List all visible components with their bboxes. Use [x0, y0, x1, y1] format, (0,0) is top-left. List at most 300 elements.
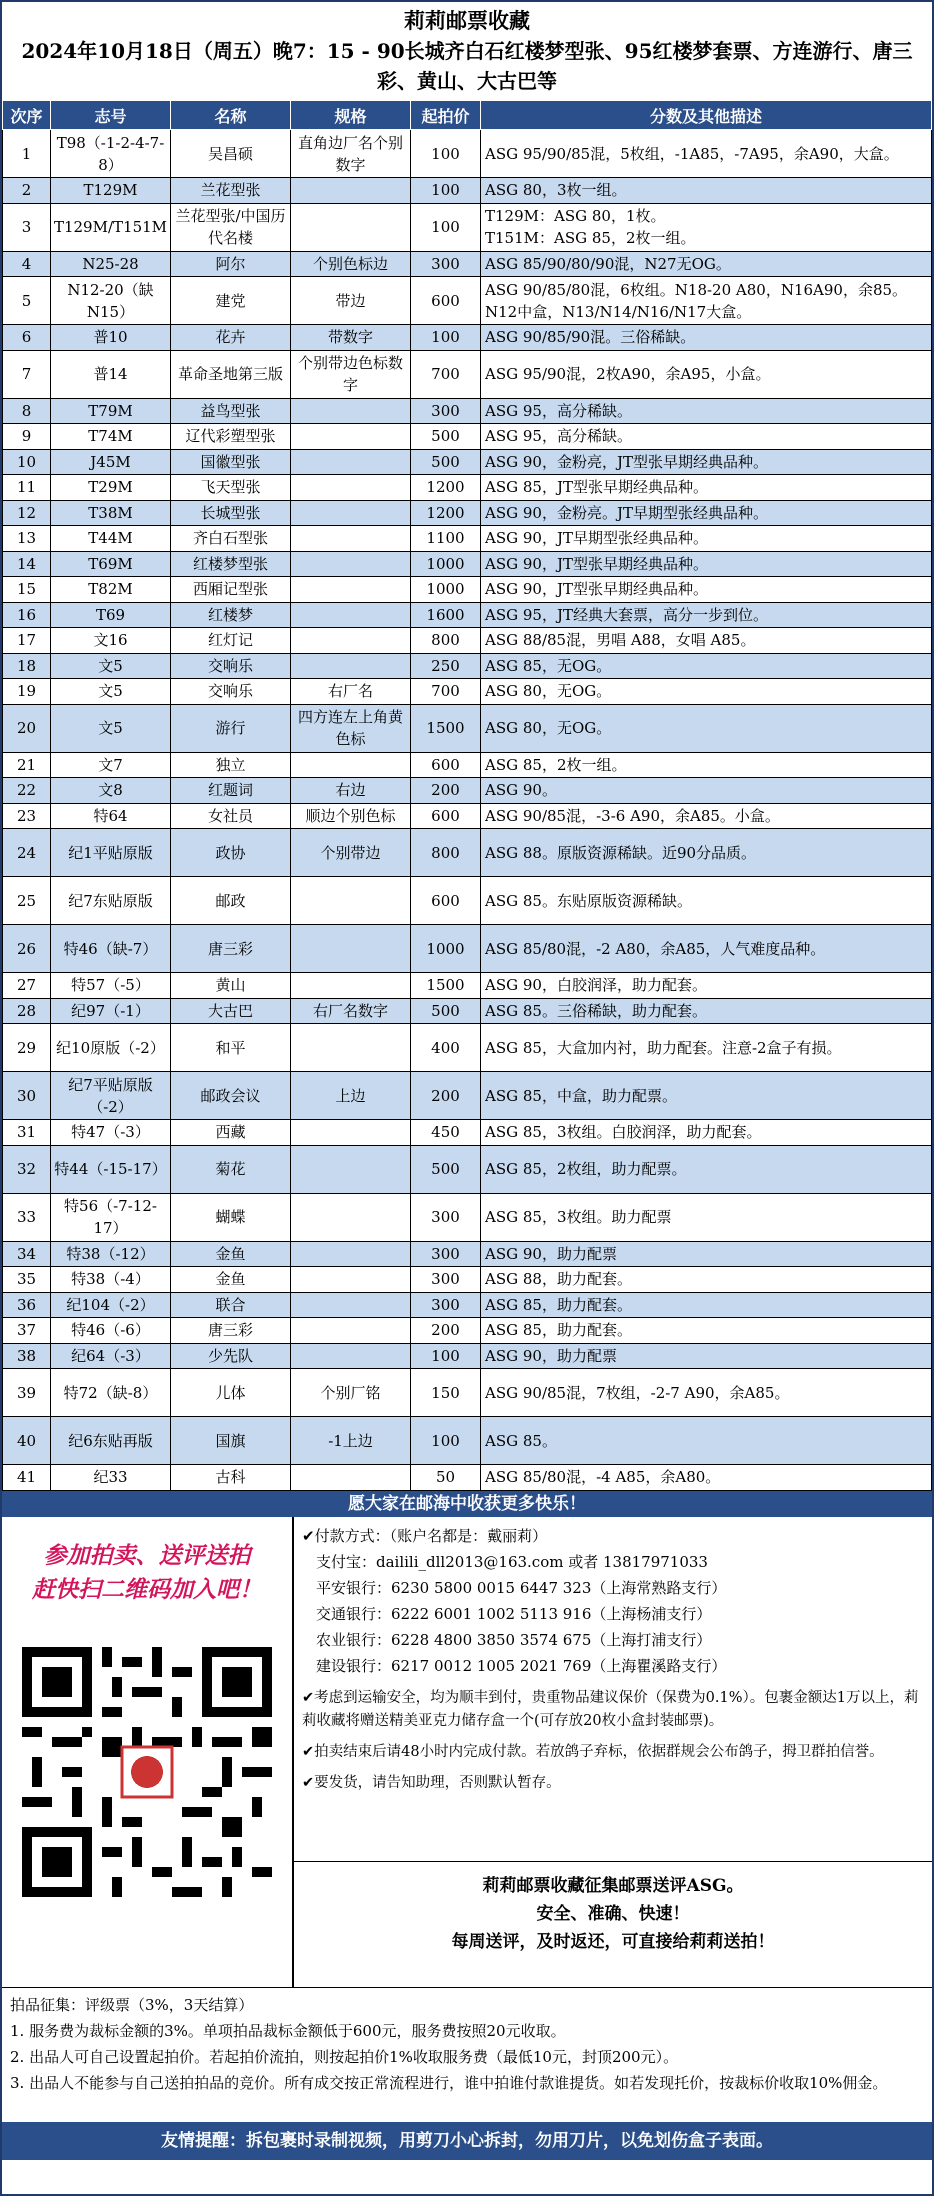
cell-price: 600 [411, 752, 481, 778]
cell-name: 唐三彩 [171, 1318, 291, 1344]
cell-spec: 上边 [291, 1072, 411, 1120]
column-header: 名称 [171, 101, 291, 130]
cell-no: 27 [3, 973, 51, 999]
table-row [3, 500, 932, 526]
cell-spec: 右厂名数字 [291, 998, 411, 1024]
cell-name: 红楼梦 [171, 602, 291, 628]
cell-no: 14 [3, 551, 51, 577]
cell-no: 20 [3, 704, 51, 752]
cell-code: T82M [51, 577, 171, 603]
shipping-note: ✔考虑到运输安全，均为顺丰到付，贵重物品建议保价（保费为0.1%）。包裹金额达1万以上，莉莉收藏将赠送精美亚克力储存盒一个(可存放20枚小盒封装邮票)。 [302, 1689, 919, 1729]
cell-name: 国旗 [171, 1417, 291, 1465]
cell-desc: ASG 90，金粉亮。JT早期型张经典品种。 [481, 500, 932, 526]
cell-price: 200 [411, 1072, 481, 1120]
promo-text [2, 1539, 292, 1607]
table-row [3, 277, 932, 325]
cell-spec [291, 973, 411, 999]
cell-spec [291, 628, 411, 654]
cell-name: 大古巴 [171, 998, 291, 1024]
wish-banner: 愿大家在邮海中收获更多快乐！ [2, 1491, 932, 1517]
table-row [3, 1343, 932, 1369]
cell-name: 辽代彩塑型张 [171, 424, 291, 450]
cell-name: 菊花 [171, 1145, 291, 1193]
table-row [3, 752, 932, 778]
cell-desc: ASG 85。东贴原版资源稀缺。 [481, 877, 932, 925]
cell-name: 少先队 [171, 1343, 291, 1369]
cell-price: 1500 [411, 704, 481, 752]
cell-desc: ASG 85，中盒，助力配票。 [481, 1072, 932, 1120]
cell-no: 4 [3, 251, 51, 277]
qr-code-icon[interactable] [22, 1647, 272, 1897]
info-section [2, 1517, 932, 1988]
collect-line: 莉莉邮票收藏征集邮票送评ASG。 [482, 1875, 744, 1896]
cell-price: 600 [411, 877, 481, 925]
table-row [3, 1241, 932, 1267]
cell-spec [291, 551, 411, 577]
table-row [3, 803, 932, 829]
cell-code: 纪97（-1） [51, 998, 171, 1024]
payment-panel [294, 1517, 932, 1987]
cell-price: 400 [411, 1024, 481, 1072]
cell-spec [291, 1267, 411, 1293]
collect-line: 每周送评，及时返还，可直接给莉莉送拍！ [451, 1931, 775, 1952]
cell-code: 文5 [51, 704, 171, 752]
table-row [3, 1267, 932, 1293]
cell-desc: ASG 90/85/80混，6枚组。N18-20 A80，N16A90，余85。N12中盒，N13/N14/N16/N17大盒。 [481, 277, 932, 325]
cell-name: 游行 [171, 704, 291, 752]
cell-price: 300 [411, 1267, 481, 1293]
cell-price: 100 [411, 130, 481, 178]
cell-price: 300 [411, 1292, 481, 1318]
cell-spec [291, 1024, 411, 1072]
table-row [3, 679, 932, 705]
cell-name: 建党 [171, 277, 291, 325]
collect-line: 安全、准确、快速！ [536, 1903, 690, 1924]
cell-spec [291, 475, 411, 501]
cell-price: 1000 [411, 925, 481, 973]
cell-spec: 四方连左上角黄色标 [291, 704, 411, 752]
cell-name: 唐三彩 [171, 925, 291, 973]
cell-price: 500 [411, 424, 481, 450]
table-row [3, 577, 932, 603]
cell-spec [291, 1120, 411, 1146]
cell-spec [291, 178, 411, 204]
cell-code: T129M/T151M [51, 203, 171, 251]
table-row [3, 325, 932, 351]
cell-no: 3 [3, 203, 51, 251]
cell-price: 700 [411, 679, 481, 705]
cell-no: 16 [3, 602, 51, 628]
cell-code: 特38（-4） [51, 1267, 171, 1293]
cell-code: 纪6东贴再版 [51, 1417, 171, 1465]
table-row [3, 1120, 932, 1146]
cell-no: 41 [3, 1465, 51, 1491]
cell-desc: ASG 88，助力配套。 [481, 1267, 932, 1293]
auction-table [2, 100, 932, 1491]
cell-price: 800 [411, 628, 481, 654]
cell-desc: ASG 90，JT型张早期经典品种。 [481, 577, 932, 603]
cell-name: 吴昌硕 [171, 130, 291, 178]
table-row [3, 1417, 932, 1465]
cell-name: 长城型张 [171, 500, 291, 526]
cell-desc: ASG 85，2枚一组。 [481, 752, 932, 778]
cell-price: 800 [411, 829, 481, 877]
cell-spec [291, 653, 411, 679]
cell-desc: ASG 90。 [481, 778, 932, 804]
table-row [3, 704, 932, 752]
cell-code: 特46（缺-7） [51, 925, 171, 973]
cell-name: 邮政会议 [171, 1072, 291, 1120]
cell-code: T79M [51, 398, 171, 424]
table-row [3, 628, 932, 654]
cell-name: 金鱼 [171, 1241, 291, 1267]
table-row [3, 1072, 932, 1120]
cell-code: J45M [51, 449, 171, 475]
cell-desc: ASG 90/85混，7枚组，-2-7 A90，余A85。 [481, 1369, 932, 1417]
cell-desc: ASG 90/85混，-3-6 A90，余A85。小盒。 [481, 803, 932, 829]
cell-price: 100 [411, 1417, 481, 1465]
cell-desc: ASG 90，助力配票 [481, 1241, 932, 1267]
cell-spec [291, 500, 411, 526]
cell-desc: ASG 85，助力配套。 [481, 1318, 932, 1344]
cell-code: T69M [51, 551, 171, 577]
cell-spec [291, 526, 411, 552]
cell-code: 特46（-6） [51, 1318, 171, 1344]
cell-desc: ASG 85/90/80/90混，N27无OG。 [481, 251, 932, 277]
bank-account: 交通银行：6222 6001 1002 5113 916（上海杨浦支行） [316, 1604, 712, 1623]
cell-code: 文16 [51, 628, 171, 654]
cell-desc: ASG 88。原版资源稀缺。近90分品质。 [481, 829, 932, 877]
cell-spec: 顺边个别色标 [291, 803, 411, 829]
cell-code: 特38（-12） [51, 1241, 171, 1267]
cell-price: 250 [411, 653, 481, 679]
cell-price: 500 [411, 998, 481, 1024]
cell-desc: ASG 90/85/90混。三俗稀缺。 [481, 325, 932, 351]
cell-no: 29 [3, 1024, 51, 1072]
cell-no: 30 [3, 1072, 51, 1120]
table-row [3, 1369, 932, 1417]
bank-account: 建设银行：6217 0012 1005 2021 769（上海瞿溪路支行） [316, 1656, 727, 1675]
cell-desc: ASG 90，金粉亮，JT型张早期经典品种。 [481, 449, 932, 475]
cell-spec: 右厂名 [291, 679, 411, 705]
cell-desc: ASG 85，助力配套。 [481, 1292, 932, 1318]
cell-desc: ASG 95，高分稀缺。 [481, 398, 932, 424]
cell-no: 18 [3, 653, 51, 679]
cell-code: T44M [51, 526, 171, 552]
payment-heading: ✔付款方式：（账户名都是：戴丽莉） [302, 1526, 548, 1545]
promo-panel [2, 1517, 294, 1987]
cell-code: N12-20（缺N15） [51, 277, 171, 325]
promo-line: 赶快扫二维码加入吧！ [32, 1575, 262, 1603]
cell-code: T98（-1-2-4-7-8） [51, 130, 171, 178]
cell-name: 兰花型张/中国历代名楼 [171, 203, 291, 251]
page-title: 莉莉邮票收藏 [404, 8, 530, 33]
table-row [3, 251, 932, 277]
cell-spec [291, 424, 411, 450]
cell-price: 300 [411, 398, 481, 424]
cell-price: 150 [411, 1369, 481, 1417]
table-row [3, 475, 932, 501]
table-row [3, 526, 932, 552]
cell-desc: ASG 85/80混，-2 A80，余A85，人气难度品种。 [481, 925, 932, 973]
cell-price: 200 [411, 778, 481, 804]
cell-price: 100 [411, 1343, 481, 1369]
cell-price: 1200 [411, 500, 481, 526]
cell-price: 50 [411, 1465, 481, 1491]
cell-no: 25 [3, 877, 51, 925]
table-row [3, 398, 932, 424]
cell-no: 1 [3, 130, 51, 178]
cell-code: 纪104（-2） [51, 1292, 171, 1318]
cell-code: 文8 [51, 778, 171, 804]
table-row [3, 653, 932, 679]
column-header: 志号 [51, 101, 171, 130]
cell-no: 9 [3, 424, 51, 450]
table-row [3, 130, 932, 178]
cell-no: 40 [3, 1417, 51, 1465]
cell-desc: ASG 85/80混，-4 A85，余A80。 [481, 1465, 932, 1491]
cell-no: 28 [3, 998, 51, 1024]
table-row [3, 778, 932, 804]
table-row [3, 1292, 932, 1318]
cell-desc: ASG 95，高分稀缺。 [481, 424, 932, 450]
table-row [3, 602, 932, 628]
cell-name: 兰花型张 [171, 178, 291, 204]
cell-name: 红题词 [171, 778, 291, 804]
cell-price: 1000 [411, 577, 481, 603]
cell-no: 12 [3, 500, 51, 526]
cell-price: 300 [411, 1241, 481, 1267]
table-row [3, 1193, 932, 1241]
rule-item: 2. 出品人可自己设置起拍价。若起拍价流拍，则按起拍价1%收取服务费（最低10元，封顶200元）。 [10, 2047, 679, 2066]
cell-desc: ASG 95/90/85混，5枚组，-1A85，-7A95，余A90，大盒。 [481, 130, 932, 178]
cell-no: 13 [3, 526, 51, 552]
cell-name: 女社员 [171, 803, 291, 829]
cell-name: 国徽型张 [171, 449, 291, 475]
cell-price: 1600 [411, 602, 481, 628]
table-row [3, 829, 932, 877]
cell-name: 阿尔 [171, 251, 291, 277]
cell-spec: -1上边 [291, 1417, 411, 1465]
cell-spec: 直角边厂名个别数字 [291, 130, 411, 178]
cell-no: 5 [3, 277, 51, 325]
cell-code: 文7 [51, 752, 171, 778]
payment-deadline-note: ✔拍卖结束后请48小时内完成付款。若放鸽子弃标，依据群规会公布鸽子，拇卫群拍信誉。 [302, 1743, 884, 1760]
cell-spec [291, 1241, 411, 1267]
table-row [3, 424, 932, 450]
cell-desc: ASG 90，白胶润泽，助力配套。 [481, 973, 932, 999]
cell-name: 蝴蝶 [171, 1193, 291, 1241]
cell-no: 19 [3, 679, 51, 705]
cell-code: 特44（-15-17） [51, 1145, 171, 1193]
cell-desc: ASG 85，3枚组。助力配票 [481, 1193, 932, 1241]
cell-price: 600 [411, 277, 481, 325]
cell-code: T129M [51, 178, 171, 204]
delivery-note: ✔要发货，请告知助理，否则默认暂存。 [302, 1774, 561, 1791]
cell-spec [291, 203, 411, 251]
table-header-row [3, 101, 932, 130]
cell-price: 300 [411, 251, 481, 277]
cell-name: 联合 [171, 1292, 291, 1318]
cell-code: 文5 [51, 679, 171, 705]
cell-no: 33 [3, 1193, 51, 1241]
cell-price: 700 [411, 350, 481, 398]
bank-account: 农业银行：6228 4800 3850 3574 675（上海打浦支行） [316, 1630, 712, 1649]
cell-price: 1100 [411, 526, 481, 552]
cell-code: 特56（-7-12-17） [51, 1193, 171, 1241]
table-row [3, 178, 932, 204]
cell-code: T69 [51, 602, 171, 628]
cell-desc: ASG 85，JT型张早期经典品种。 [481, 475, 932, 501]
cell-spec [291, 1145, 411, 1193]
cell-name: 政协 [171, 829, 291, 877]
column-header: 分数及其他描述 [481, 101, 932, 130]
cell-spec: 个别厂铭 [291, 1369, 411, 1417]
column-header: 次序 [3, 101, 51, 130]
cell-name: 邮政 [171, 877, 291, 925]
cell-price: 500 [411, 449, 481, 475]
cell-no: 8 [3, 398, 51, 424]
cell-no: 32 [3, 1145, 51, 1193]
cell-desc: ASG 90，JT型张早期经典品种。 [481, 551, 932, 577]
cell-spec [291, 752, 411, 778]
auction-subtitle: 2024年10月18日（周五）晚7：15 - 90长城齐白石红楼梦型张、95红楼梦套票、方连游行、唐三彩、黄山、大古巴等 [21, 39, 913, 93]
cell-code: T38M [51, 500, 171, 526]
cell-desc: ASG 95，JT经典大套票，高分一步到位。 [481, 602, 932, 628]
cell-spec [291, 602, 411, 628]
cell-price: 600 [411, 803, 481, 829]
cell-price: 500 [411, 1145, 481, 1193]
cell-spec [291, 1343, 411, 1369]
cell-spec: 个别色标边 [291, 251, 411, 277]
cell-code: N25-28 [51, 251, 171, 277]
cell-price: 450 [411, 1120, 481, 1146]
cell-code: 纪1平贴原版 [51, 829, 171, 877]
cell-spec [291, 877, 411, 925]
cell-no: 37 [3, 1318, 51, 1344]
cell-code: T74M [51, 424, 171, 450]
cell-name: 独立 [171, 752, 291, 778]
cell-desc: ASG 80，3枚一组。 [481, 178, 932, 204]
table-row [3, 350, 932, 398]
cell-spec: 个别带边 [291, 829, 411, 877]
cell-desc: ASG 85，大盒加内衬，助力配套。注意-2盒子有损。 [481, 1024, 932, 1072]
table-row [3, 877, 932, 925]
cell-desc: ASG 90，JT早期型张经典品种。 [481, 526, 932, 552]
cell-spec [291, 1318, 411, 1344]
table-row [3, 1465, 932, 1491]
cell-desc: ASG 85，2枚组，助力配票。 [481, 1145, 932, 1193]
reminder-footer: 友情提醒：拆包裹时录制视频，用剪刀小心拆封，勿用刀片，以免划伤盒子表面。 [2, 2122, 932, 2160]
cell-no: 15 [3, 577, 51, 603]
cell-no: 21 [3, 752, 51, 778]
cell-no: 24 [3, 829, 51, 877]
cell-price: 1500 [411, 973, 481, 999]
cell-code: 普14 [51, 350, 171, 398]
cell-code: 普10 [51, 325, 171, 351]
cell-desc: ASG 85，3枚组。白胶润泽，助力配套。 [481, 1120, 932, 1146]
cell-spec: 个别带边色标数字 [291, 350, 411, 398]
cell-name: 金鱼 [171, 1267, 291, 1293]
cell-name: 交响乐 [171, 679, 291, 705]
cell-desc: ASG 95/90混，2枚A90，余A95，小盒。 [481, 350, 932, 398]
cell-no: 17 [3, 628, 51, 654]
table-row [3, 1318, 932, 1344]
cell-name: 交响乐 [171, 653, 291, 679]
cell-spec [291, 1193, 411, 1241]
collection-notice [294, 1862, 932, 1956]
cell-name: 齐白石型张 [171, 526, 291, 552]
cell-name: 西藏 [171, 1120, 291, 1146]
cell-name: 黄山 [171, 973, 291, 999]
rule-item: 1. 服务费为裁标金额的3%。单项拍品裁标金额低于600元，服务费按照20元收取。 [10, 2021, 566, 2040]
table-row [3, 925, 932, 973]
table-row [3, 998, 932, 1024]
cell-no: 7 [3, 350, 51, 398]
rules-heading: 拍品征集：评级票（3%，3天结算） [10, 1995, 254, 2014]
cell-spec: 右边 [291, 778, 411, 804]
cell-code: 纪7平贴原版（-2） [51, 1072, 171, 1120]
cell-name: 革命圣地第三版 [171, 350, 291, 398]
cell-spec [291, 398, 411, 424]
cell-desc: ASG 85。 [481, 1417, 932, 1465]
promo-line: 参加拍卖、送评送拍 [43, 1541, 251, 1569]
cell-name: 红楼梦型张 [171, 551, 291, 577]
table-row [3, 1024, 932, 1072]
cell-desc: ASG 80，无OG。 [481, 679, 932, 705]
cell-spec: 带边 [291, 277, 411, 325]
cell-spec: 带数字 [291, 325, 411, 351]
cell-no: 23 [3, 803, 51, 829]
cell-code: 纪10原版（-2） [51, 1024, 171, 1072]
table-row [3, 551, 932, 577]
cell-no: 22 [3, 778, 51, 804]
cell-code: 特72（缺-8） [51, 1369, 171, 1417]
cell-name: 益鸟型张 [171, 398, 291, 424]
column-header: 起拍价 [411, 101, 481, 130]
cell-price: 100 [411, 178, 481, 204]
cell-name: 西厢记型张 [171, 577, 291, 603]
cell-desc: ASG 88/85混，男唱 A88，女唱 A85。 [481, 628, 932, 654]
cell-price: 100 [411, 203, 481, 251]
payment-info [294, 1517, 932, 1862]
table-row [3, 203, 932, 251]
cell-spec [291, 1292, 411, 1318]
bank-account: 平安银行：6230 5800 0015 6447 323（上海常熟路支行） [316, 1578, 727, 1597]
cell-code: T29M [51, 475, 171, 501]
table-body [3, 130, 932, 1491]
cell-price: 300 [411, 1193, 481, 1241]
cell-code: 文5 [51, 653, 171, 679]
cell-code: 特47（-3） [51, 1120, 171, 1146]
cell-no: 34 [3, 1241, 51, 1267]
cell-price: 1200 [411, 475, 481, 501]
column-header: 规格 [291, 101, 411, 130]
cell-name: 古科 [171, 1465, 291, 1491]
cell-name: 花卉 [171, 325, 291, 351]
table-row [3, 449, 932, 475]
cell-desc: ASG 80，无OG。 [481, 704, 932, 752]
cell-spec [291, 925, 411, 973]
cell-desc: ASG 85。三俗稀缺，助力配套。 [481, 998, 932, 1024]
cell-code: 特57（-5） [51, 973, 171, 999]
cell-code: 特64 [51, 803, 171, 829]
cell-desc: ASG 85，无OG。 [481, 653, 932, 679]
cell-name: 飞天型张 [171, 475, 291, 501]
cell-spec [291, 577, 411, 603]
cell-no: 26 [3, 925, 51, 973]
table-row [3, 973, 932, 999]
